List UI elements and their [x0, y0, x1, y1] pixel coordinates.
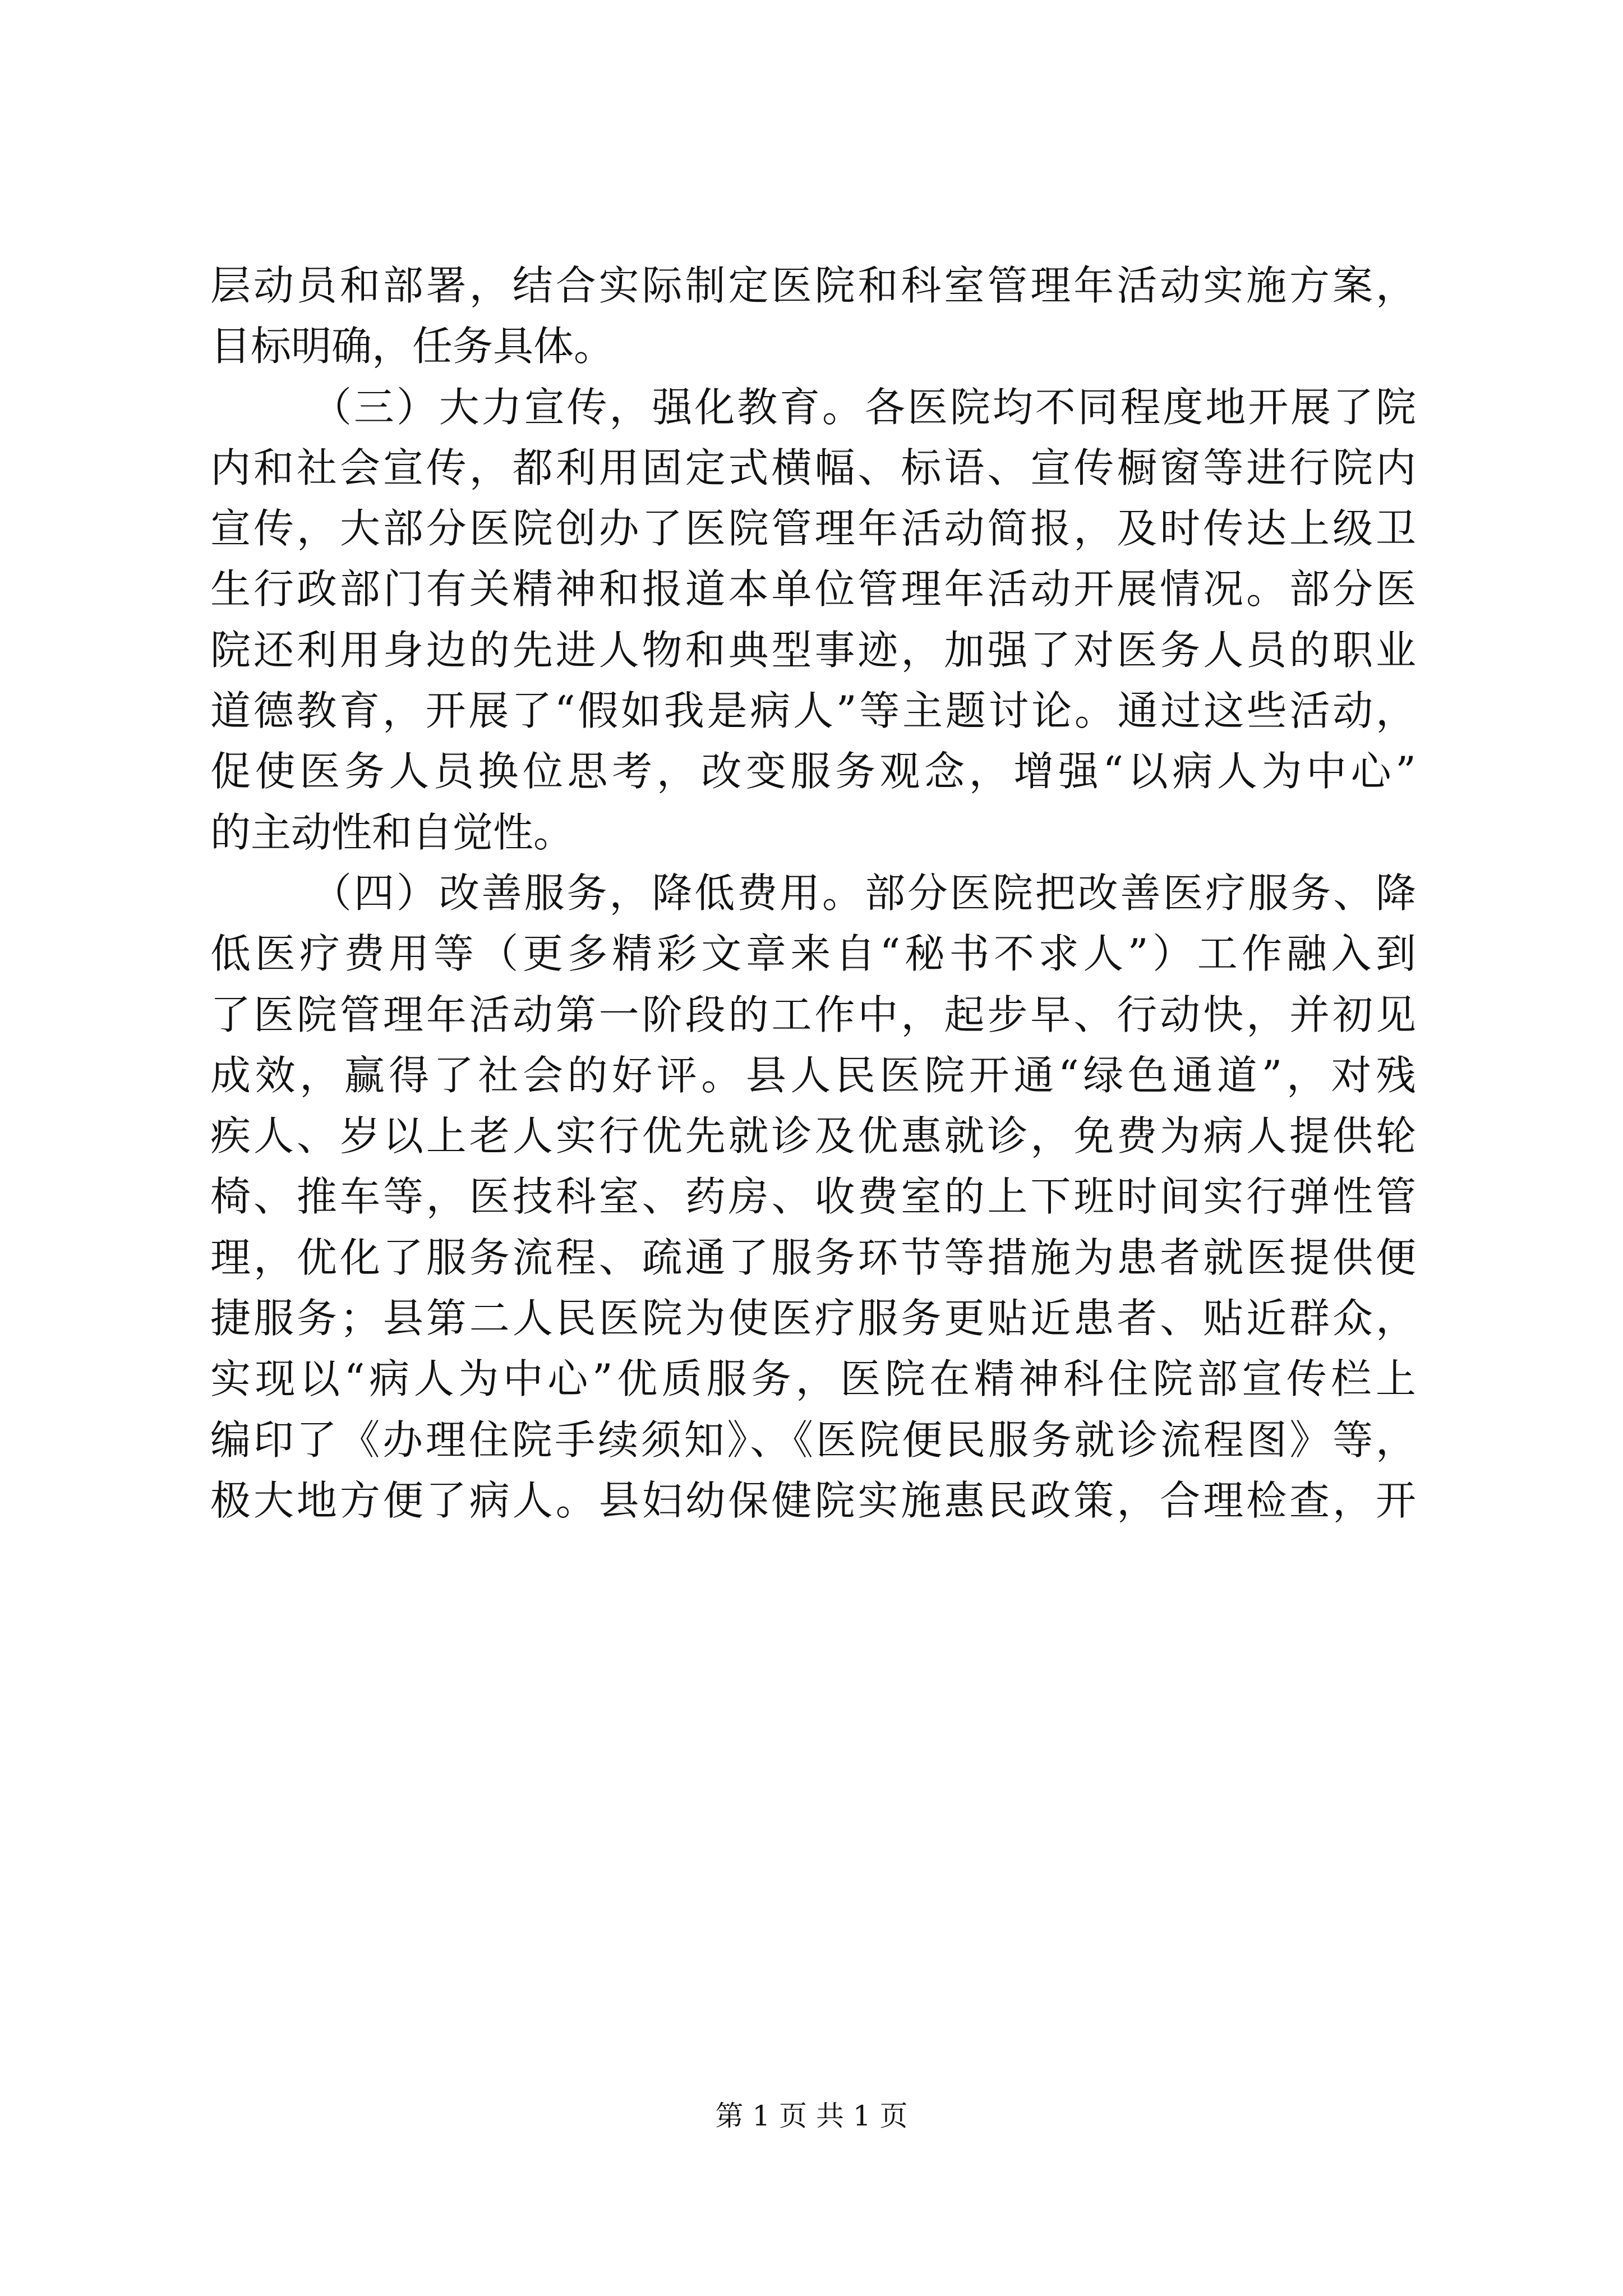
- text-line: 的主动性和自觉性。: [210, 808, 574, 856]
- text-line: 极大地方便了病人。县妇幼保健院实施惠民政策，合理检查，开: [210, 1476, 1416, 1524]
- paragraph-heading-line: （四）改善服务，降低费用。部分医院把改善医疗服务、降: [311, 869, 1416, 917]
- text-line: 院还利用身边的先进人物和典型事迹，加强了对医务人员的职业: [210, 626, 1416, 674]
- document-body: [210, 255, 1416, 1531]
- text-line: 实现以“病人为中心”优质服务，医院在精神科住院部宣传栏上: [210, 1355, 1416, 1403]
- text-line: 促使医务人员换位思考，改变服务观念，增强“以病人为中心”: [210, 748, 1416, 795]
- text-line: 目标明确，任务具体。: [210, 323, 615, 370]
- text-line: 宣传，大部分医院创办了医院管理年活动简报，及时传达上级卫: [210, 505, 1416, 553]
- paragraph-heading-line: （三）大力宣传，强化教育。各医院均不同程度地开展了院: [311, 383, 1416, 431]
- text-line: 了医院管理年活动第一阶段的工作中，起步早、行动快，并初见: [210, 991, 1416, 1038]
- text-line: 层动员和部署，结合实际制定医院和科室管理年活动实施方案，: [210, 262, 1416, 309]
- text-line: 捷服务；县第二人民医院为使医疗服务更贴近患者、贴近群众，: [210, 1295, 1416, 1342]
- text-line: 低医疗费用等（更多精彩文章来自“秘书不求人”）工作融入到: [210, 930, 1416, 978]
- text-line: 道德教育，开展了“假如我是病人”等主题讨论。通过这些活动，: [210, 687, 1416, 735]
- text-line: 椅、推车等，医技科室、药房、收费室的上下班时间实行弹性管: [210, 1173, 1416, 1221]
- text-line: 编印了《办理住院手续须知》、《医院便民服务就诊流程图》等，: [210, 1416, 1416, 1464]
- text-line: 内和社会宣传，都利用固定式横幅、标语、宣传橱窗等进行院内: [210, 444, 1416, 491]
- text-line: 成效，赢得了社会的好评。县人民医院开通“绿色通道”，对残: [210, 1051, 1416, 1099]
- text-line: 生行政部门有关精神和报道本单位管理年活动开展情况。部分医: [210, 565, 1416, 613]
- text-line: 理，优化了服务流程、疏通了服务环节等措施为患者就医提供便: [210, 1234, 1416, 1281]
- text-line: 疾人、岁以上老人实行优先就诊及优惠就诊，免费为病人提供轮: [210, 1112, 1416, 1160]
- page-footer: 第 1 页 共 1 页: [715, 2100, 908, 2132]
